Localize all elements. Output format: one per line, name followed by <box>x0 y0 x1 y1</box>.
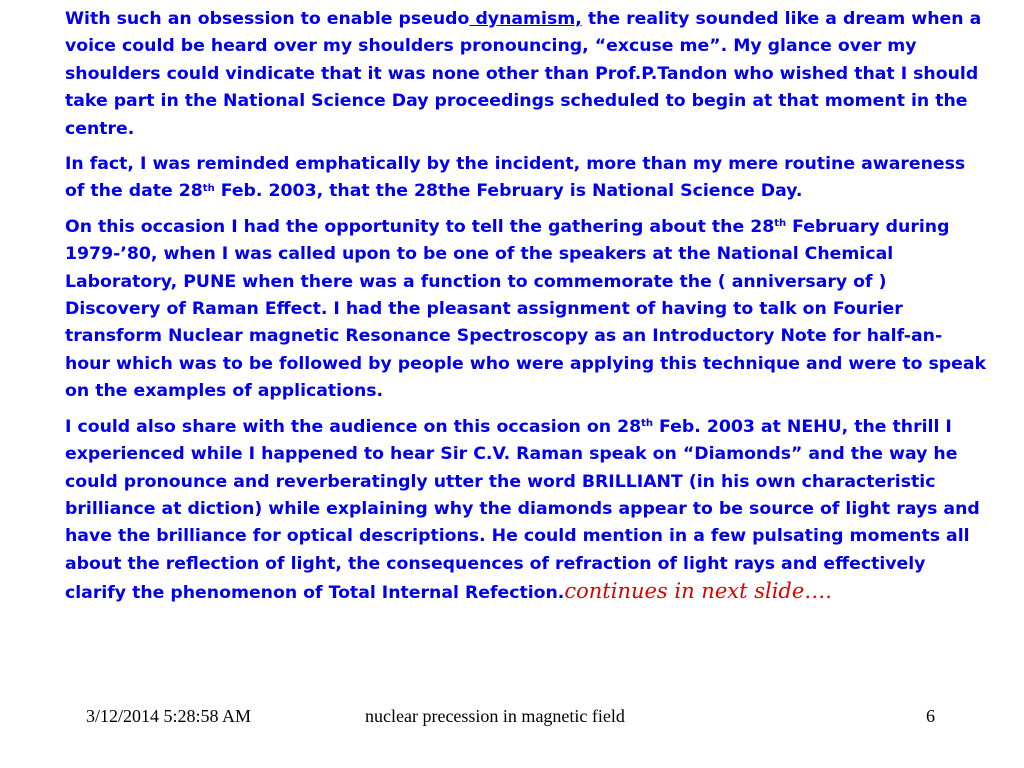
underlined-word-dynamism: dynamism, <box>469 9 582 29</box>
paragraph-4-text-b: Feb. 2003 at NEHU, the thrill I experienced while I happened to hear Sir C.V. Raman speak on “Diamonds” and the way he could pronounce and reverberatingly utter the word BRILLIANT (in his own characteristic brilliance at diction) while explaining why the diamonds appear to be source of light rays and have the brilliance for optical descriptions. He could mention in a few pulsating moments all about the reflection of light, the consequences of refraction of light rays and effectively clarify the phenomenon of Total Internal Refection. <box>65 416 980 604</box>
paragraph-4-text-a: I could also share with the audience on this occasion on 28 <box>65 416 642 437</box>
slide-footer <box>0 706 1024 732</box>
paragraph-2-text-a: In fact, I was reminded emphatically by the incident, more than my mere routine awareness of the date 28 <box>65 154 966 202</box>
footer-page-number: 6 <box>926 706 935 726</box>
footer-title: nuclear precession in magnetic field <box>365 706 625 726</box>
continues-note: continues in next slide…. <box>564 579 832 604</box>
paragraph-2-text-b: Feb. 2003, that the 28the February is National Science Day. <box>214 181 803 202</box>
slide-body <box>65 6 987 616</box>
paragraph-4 <box>65 414 987 608</box>
paragraph-3 <box>65 214 987 406</box>
paragraph-1-text-b: the reality sounded like a dream when a voice could be heard over my shoulders pronouncing, “excuse me”. My glance over my shoulders could vindicate that it was none other than Prof.P.Tandon who wished that I should take part in the National Science Day proceedings scheduled to begin at that moment in the centre. <box>65 9 982 139</box>
paragraph-4-superscript: th <box>641 417 654 429</box>
footer-date: 3/12/2014 5:28:58 AM <box>86 706 252 726</box>
paragraph-1-text-a: With such an obsession to enable pseudo <box>65 9 470 29</box>
paragraph-3-text-b: February during 1979-’80, when I was called upon to be one of the speakers at the National Chemical Laboratory, PUNE when there was a function to commemorate the ( anniversary of ) Discovery of Raman Effect. I had the pleasant assignment of having to talk on Fourier transform Nuclear magnetic Resonance Spectroscopy as an Introductory Note for half-an-hour which was to be followed by people who were applying this technique and were to speak on the examples of applications. <box>65 216 987 402</box>
paragraph-2-superscript: th <box>202 182 215 194</box>
paragraph-3-text-a: On this occasion I had the opportunity to tell the gathering about the 28 <box>65 216 775 237</box>
paragraph-3-superscript: th <box>774 218 787 230</box>
paragraph-1 <box>65 6 987 143</box>
paragraph-2 <box>65 151 987 206</box>
